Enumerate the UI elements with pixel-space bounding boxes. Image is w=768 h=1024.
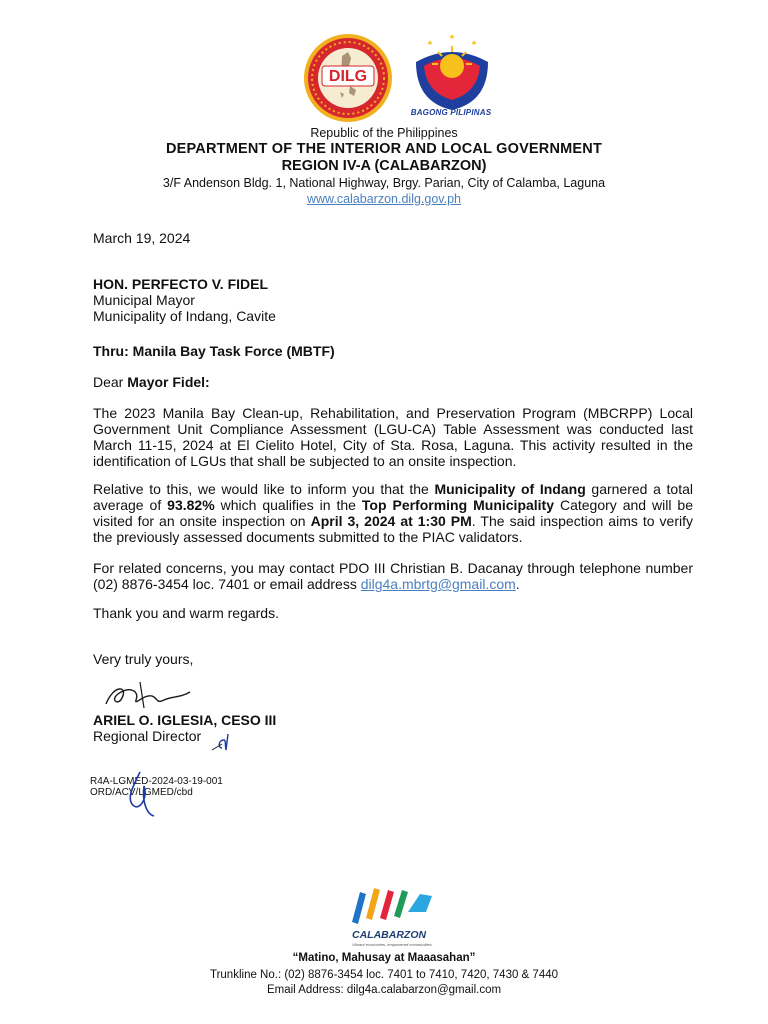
p2-inspection-date: April 3, 2024 at 1:30 PM: [310, 513, 472, 529]
paragraph-3: [93, 560, 693, 592]
recipient-org: Municipality of Indang, Cavite: [93, 308, 276, 324]
paragraph-2-text: [93, 481, 693, 545]
signatory-title: Regional Director: [93, 728, 202, 744]
signature-icon: [100, 678, 200, 714]
p2-text-4: Category and will be visited for an onsite inspection on: [93, 497, 693, 529]
paragraph-3-text: [93, 560, 693, 592]
calabarzon-logo-icon: [346, 882, 436, 932]
initial-mark-icon: [210, 730, 234, 754]
salutation-prefix: Dear: [93, 374, 124, 390]
thru-value: Manila Bay Task Force (MBTF): [132, 343, 335, 359]
p2-text-3: which qualifies in the: [214, 497, 362, 513]
p3-text-1: For related concerns, you may contact PDO III Christian B. Dacanay through telephone number (02) 8876-3454 loc. 7401 or email address: [93, 560, 693, 592]
paragraph-1-text: The 2023 Manila Bay Clean-up, Rehabilitation, and Preservation Program (MBCRPP) Local Government Unit Compliance Assessment (LGU-CA) Table Assessment was conducted last March 11-15, 2024 at El Cielito Hotel, City of Sta. Rosa, Laguna. This activity resulted in the identification of LGUs that shall be subjected to an onsite inspection.: [93, 405, 693, 469]
initials-scribble-icon: [118, 770, 162, 820]
reference-line-2: ORD/ACV/LGMED/cbd: [90, 787, 193, 798]
p3-text-2: .: [515, 576, 520, 592]
bagong-pilipinas-label: BAGONG PILIPINAS: [410, 108, 492, 117]
letter-date: March 19, 2024: [93, 230, 191, 246]
p2-text-2: garnered a total average of: [93, 481, 693, 513]
paragraph-2: [93, 481, 693, 545]
signatory-name: ARIEL O. IGLESIA, CESO III: [93, 712, 277, 728]
department-name: DEPARTMENT OF THE INTERIOR AND LOCAL GOVERNMENT: [165, 141, 603, 157]
footer-trunkline: Trunkline No.: (02) 8876-3454 loc. 7401 to 7410, 7420, 7430 & 7440: [209, 969, 558, 981]
office-address: 3/F Andenson Bldg. 1, National Highway, Brgy. Parian, City of Calamba, Laguna: [162, 176, 606, 190]
p2-text-5: . The said inspection aims to verify the previously assessed documents submitted to the PIAC validators.: [93, 513, 693, 545]
signatory-block: [93, 712, 693, 744]
footer-motto: “Matino, Mahusay at Maaasahan”: [292, 952, 476, 964]
calabarzon-logo-text: CALABARZON: [352, 929, 427, 941]
bagong-pilipinas-logo-icon: [410, 32, 494, 112]
closing-thanks: Thank you and warm regards.: [93, 605, 279, 621]
closing-valediction: Very truly yours,: [93, 651, 194, 667]
republic-line: Republic of the Philippines: [310, 126, 458, 140]
salutation-name: Mayor Fidel:: [127, 374, 210, 390]
recipient-name: HON. PERFECTO V. FIDEL: [93, 276, 269, 292]
thru-line: [93, 343, 693, 359]
calabarzon-logo-subtext: Vibrant economies, empowered communities.: [352, 942, 433, 947]
p2-score: 93.82%: [167, 497, 215, 513]
thru-label: Thru:: [93, 343, 129, 359]
salutation: [93, 374, 693, 390]
recipient-title: Municipal Mayor: [93, 292, 195, 308]
recipient-block: [93, 276, 693, 324]
p2-category: Top Performing Municipality: [361, 497, 555, 513]
paragraph-1: [93, 405, 693, 469]
reference-line-1: R4A-LGMED-2024-03-19-001: [90, 776, 223, 787]
footer-email: Email Address: dilg4a.calabarzon@gmail.com: [266, 984, 502, 996]
p2-text-1: Relative to this, we would like to inform you that the: [93, 481, 435, 497]
header-logos: [0, 28, 768, 124]
dilg-logo-text: DILG: [328, 68, 368, 85]
contact-email-link[interactable]: dilg4a.mbrtg@gmail.com: [360, 576, 516, 592]
p2-municipality: Municipality of Indang: [434, 481, 586, 497]
dilg-seal-icon: [302, 32, 394, 124]
region-name: REGION IV-A (CALABARZON): [281, 158, 487, 174]
website-link[interactable]: www.calabarzon.dilg.gov.ph: [306, 192, 462, 206]
